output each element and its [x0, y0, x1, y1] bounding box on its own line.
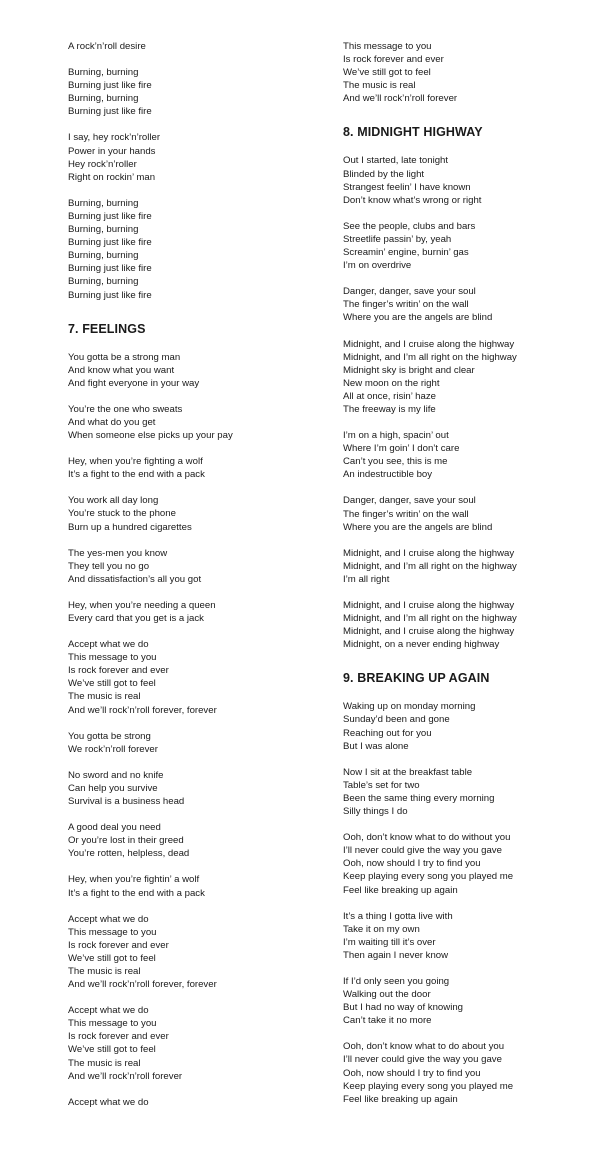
left-column	[68, 40, 328, 1122]
lyric-line: Burn up a hundred cigarettes	[68, 521, 192, 533]
lyric-line: Silly things I do	[343, 806, 408, 818]
lyric-line: And dissatisfaction’s all you got	[68, 573, 202, 585]
lyric-line: The yes-men you know	[68, 547, 168, 559]
stanza	[343, 599, 600, 651]
lyric-line: Accept what we do	[68, 639, 149, 651]
lyric-line: And we’ll rock’n’roll forever	[343, 93, 458, 105]
lyric-line: Table’s set for two	[343, 779, 420, 791]
stanza	[68, 494, 328, 533]
lyric-line: This message to you	[68, 652, 157, 664]
lyric-line: Keep playing every song you played me	[343, 871, 514, 883]
stanza	[343, 700, 600, 752]
stanza	[68, 131, 328, 183]
lyric-line: Power in your hands	[68, 145, 156, 157]
lyric-line: You’re rotten, helpless, dead	[68, 848, 190, 860]
lyric-line: The music is real	[68, 691, 141, 703]
lyric-line: Walking out the door	[343, 989, 431, 1001]
song-lyrics-midnight-highway	[343, 154, 600, 651]
lyric-line: Burning just like fire	[68, 80, 152, 92]
right-column	[343, 40, 600, 1119]
lyric-line: You gotta be a strong man	[68, 351, 181, 363]
lyric-line: Burning just like fire	[68, 289, 152, 301]
lyric-line: Hey, when you’re fighting a wolf	[68, 456, 203, 468]
lyric-line: Hey, when you’re needing a queen	[68, 599, 216, 611]
lyric-line: They tell you no go	[68, 560, 150, 572]
lyric-line: Where I’m goin’ I don’t care	[343, 443, 460, 455]
lyric-line: I’m all right	[343, 573, 390, 585]
lyric-line: Midnight sky is bright and clear	[343, 364, 475, 376]
lyric-line: It’s a fight to the end with a pack	[68, 469, 205, 481]
stanza	[68, 455, 328, 481]
stanza	[68, 913, 328, 992]
lyric-line: The music is real	[343, 80, 416, 92]
lyric-line: Where you are the angels are blind	[343, 312, 493, 324]
song-title-feelings: 7. FEELINGS	[68, 321, 146, 336]
lyric-line: An indestructible boy	[343, 469, 433, 481]
lyric-line: All at once, risin’ haze	[343, 390, 436, 402]
lyric-line: Burning, burning	[68, 67, 139, 79]
lyric-line: I’m waiting till it’s over	[343, 936, 436, 948]
stanza	[343, 154, 600, 206]
stanza	[68, 599, 328, 625]
lyric-line: It’s a thing I gotta live with	[343, 910, 453, 922]
lyric-line: Burning just like fire	[68, 210, 152, 222]
lyric-line: We’ve still got to feel	[68, 952, 156, 964]
stanza	[343, 831, 600, 896]
stanza	[68, 730, 328, 756]
lyric-line: The music is real	[68, 965, 141, 977]
stanza	[68, 547, 328, 586]
lyric-line: Is rock forever and ever	[68, 665, 169, 677]
lyric-line: Been the same thing every morning	[343, 792, 495, 804]
lyric-line: Midnight, on a never ending highway	[343, 639, 500, 651]
stanza	[343, 285, 600, 324]
lyric-line: Out I started, late tonight	[343, 155, 449, 167]
lyric-line: This message to you	[68, 1018, 157, 1030]
lyric-line: Midnight, and I’m all right on the highway	[343, 351, 517, 363]
lyric-line: You’re stuck to the phone	[68, 508, 176, 520]
lyric-line: The finger’s writin’ on the wall	[343, 508, 469, 520]
lyric-line: Midnight, and I’m all right on the highway	[343, 613, 517, 625]
lyric-line: Hey, when you’re fightin’ a wolf	[68, 874, 200, 886]
lyric-line: Burning, burning	[68, 224, 139, 236]
lyric-line: And we’ll rock’n’roll forever	[68, 1070, 183, 1082]
lyric-line: The freeway is my life	[343, 403, 436, 415]
lyric-line: Burning, burning	[68, 250, 139, 262]
lyric-line: Where you are the angels are blind	[343, 521, 493, 533]
lyric-line: Midnight, and I’m all right on the highway	[343, 560, 517, 572]
lyric-line: Strangest feelin’ I have known	[343, 181, 471, 193]
lyric-line: I’m on a high, spacin’ out	[343, 430, 449, 442]
lyric-line: I’ll never could give the way you gave	[343, 845, 502, 857]
lyric-line: Can’t you see, this is me	[343, 456, 448, 468]
lyric-line: A good deal you need	[68, 822, 161, 834]
lyric-line: Can help you survive	[68, 782, 158, 794]
lyric-line: We’ve still got to feel	[68, 1044, 156, 1056]
stanza	[68, 769, 328, 808]
stanza	[68, 197, 328, 302]
lyric-line: And what do you get	[68, 416, 156, 428]
stanza	[343, 1040, 600, 1105]
lyric-line: But I had no way of knowing	[343, 1002, 463, 1014]
lyric-line: I’ll never could give the way you gave	[343, 1054, 502, 1066]
lyric-line: Now I sit at the breakfast table	[343, 766, 473, 778]
stanza	[68, 638, 328, 717]
lyric-line: We rock’n’roll forever	[68, 743, 158, 755]
lyric-line: And fight everyone in your way	[68, 377, 200, 389]
lyric-line: Blinded by the light	[343, 168, 425, 180]
lyric-line: The finger’s writin’ on the wall	[343, 299, 469, 311]
lyric-line: I’m on overdrive	[343, 260, 412, 272]
lyric-line: We’ve still got to feel	[343, 67, 431, 79]
lyric-line: Burning just like fire	[68, 263, 152, 275]
song-title-midnight-highway: 8. MIDNIGHT HIGHWAY	[343, 125, 483, 140]
lyric-line: You work all day long	[68, 495, 159, 507]
lyric-line: And we’ll rock’n’roll forever, forever	[68, 704, 217, 716]
stanza	[68, 873, 328, 899]
intro-stanzas-right	[343, 40, 600, 105]
lyric-line: Is rock forever and ever	[68, 939, 169, 951]
lyric-line: When someone else picks up your pay	[68, 430, 233, 442]
lyric-line: We’ve still got to feel	[68, 678, 156, 690]
lyric-line: Burning, burning	[68, 276, 139, 288]
stanza	[68, 403, 328, 442]
stanza	[343, 494, 600, 533]
lyric-line: Right on rockin’ man	[68, 171, 156, 183]
lyric-line: Reaching out for you	[343, 727, 432, 739]
stanza	[343, 429, 600, 481]
lyric-line: Ooh, now should I try to find you	[343, 1067, 481, 1079]
stanza	[68, 40, 328, 53]
stanza	[343, 766, 600, 818]
stanza	[343, 547, 600, 586]
song-title-breaking-up-again: 9. BREAKING UP AGAIN	[343, 671, 490, 686]
lyric-line: And we’ll rock’n’roll forever, forever	[68, 979, 217, 991]
stanza	[68, 66, 328, 118]
lyric-line: Danger, danger, save your soul	[343, 286, 476, 298]
lyric-line: Waking up on monday morning	[343, 701, 476, 713]
lyric-line: Feel like breaking up again	[343, 1093, 458, 1105]
stanza	[343, 338, 600, 417]
stanza	[343, 975, 600, 1027]
lyric-line: Burning, burning	[68, 93, 139, 105]
stanza	[343, 910, 600, 962]
lyric-line: Don’t know what’s wrong or right	[343, 194, 482, 206]
lyric-line: And know what you want	[68, 364, 175, 376]
stanza	[68, 821, 328, 860]
lyric-line: But I was alone	[343, 740, 409, 752]
lyric-line: Keep playing every song you played me	[343, 1080, 514, 1092]
lyric-line: If I’d only seen you going	[343, 975, 450, 987]
lyric-line: You’re the one who sweats	[68, 403, 183, 415]
lyric-line: Ooh, now should I try to find you	[343, 858, 481, 870]
lyric-line: Midnight, and I cruise along the highway	[343, 338, 515, 350]
song-lyrics-feelings	[68, 351, 328, 1109]
lyric-line: The music is real	[68, 1057, 141, 1069]
lyric-line: Or you’re lost in their greed	[68, 835, 184, 847]
lyric-line: Burning just like fire	[68, 237, 152, 249]
stanza	[68, 1096, 328, 1109]
lyric-line: Sunday’d been and gone	[343, 714, 450, 726]
lyric-line: Feel like breaking up again	[343, 884, 458, 896]
stanza	[343, 220, 600, 272]
stanza	[343, 40, 600, 105]
lyric-line: Take it on my own	[343, 923, 420, 935]
lyric-line: Every card that you get is a jack	[68, 613, 204, 624]
lyric-line: See the people, clubs and bars	[343, 220, 476, 232]
lyric-line: Survival is a business head	[68, 796, 185, 808]
intro-stanzas-left	[68, 40, 328, 302]
lyric-line: No sword and no knife	[68, 769, 164, 781]
lyric-line: It’s a fight to the end with a pack	[68, 887, 205, 899]
stanza	[68, 351, 328, 390]
lyric-line: Danger, danger, save your soul	[343, 495, 476, 507]
lyric-line: A rock’n’roll desire	[68, 41, 146, 52]
lyric-line: I say, hey rock’n’roller	[68, 132, 161, 144]
lyric-line: Ooh, don’t know what to do without you	[343, 832, 511, 844]
lyric-line: Midnight, and I cruise along the highway	[343, 626, 515, 638]
lyric-line: Accept what we do	[68, 913, 149, 925]
lyric-line: New moon on the right	[343, 377, 440, 389]
lyric-line: Can’t take it no more	[343, 1015, 432, 1027]
lyric-line: Ooh, don’t know what to do about you	[343, 1041, 505, 1053]
lyric-line: Is rock forever and ever	[343, 54, 444, 66]
lyric-line: Accept what we do	[68, 1096, 149, 1108]
lyric-line: Burning, burning	[68, 197, 139, 209]
lyric-line: Midnight, and I cruise along the highway	[343, 600, 515, 611]
lyric-line: Burning just like fire	[68, 106, 152, 118]
stanza	[68, 1004, 328, 1083]
lyric-line: Is rock forever and ever	[68, 1031, 169, 1043]
lyric-line: This message to you	[68, 926, 157, 938]
lyric-line: Hey rock’n’roller	[68, 158, 137, 170]
song-lyrics-breaking-up-again	[343, 700, 600, 1105]
lyric-line: Midnight, and I cruise along the highway	[343, 547, 515, 559]
lyric-line: Screamin’ engine, burnin’ gas	[343, 247, 469, 259]
lyric-line: You gotta be strong	[68, 730, 151, 742]
lyric-line: This message to you	[343, 41, 432, 52]
lyric-line: Streetlife passin’ by, yeah	[343, 233, 452, 245]
lyric-line: Then again I never know	[343, 949, 449, 961]
lyric-line: Accept what we do	[68, 1005, 149, 1017]
